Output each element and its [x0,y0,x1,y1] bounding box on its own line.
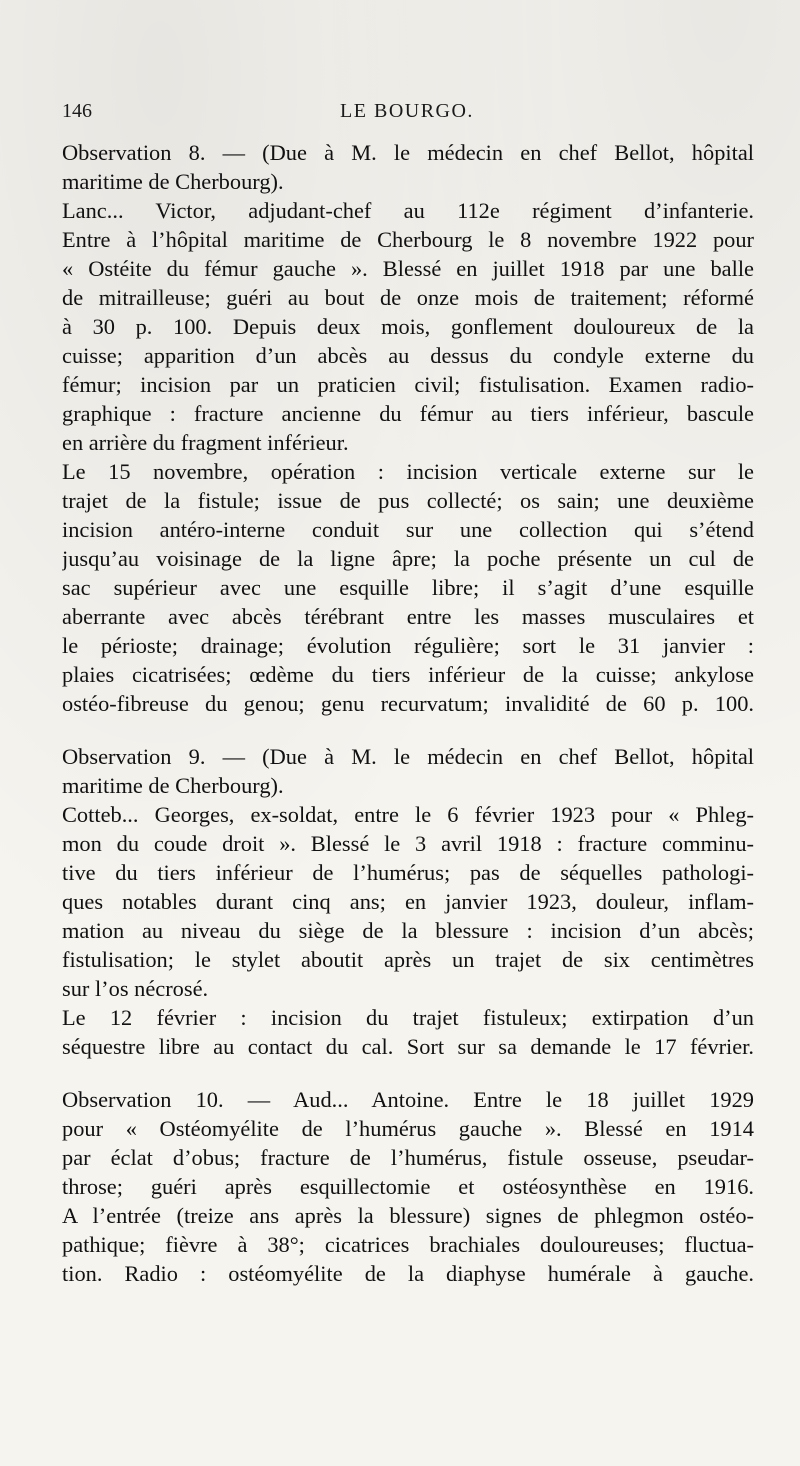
text-line: Cotteb... Georges, ex-soldat, entre le 6 février 1923 pour « Phleg- [62,802,754,827]
text-line: graphique : fracture ancienne du fémur au tiers inférieur, bascule [62,401,754,426]
text-line: séquestre libre au contact du cal. Sort sur sa demande le 17 février. [62,1034,754,1059]
text-line: de mitrailleuse; guéri au bout de onze mois de traitement; réformé [62,285,754,310]
text-line: aberrante avec abcès térébrant entre les masses musculaires et [62,604,754,629]
text-line: mon du coude droit ». Blessé le 3 avril 1918 : fracture comminu- [62,831,754,856]
text-line: maritime de Cherbourg). [62,773,284,798]
page-header [62,100,752,130]
text-line: en arrière du fragment inférieur. [62,430,349,455]
text-line: Le 15 novembre, opération : incision verticale externe sur le [62,459,754,484]
text-line: le périoste; drainage; évolution régulière; sort le 31 janvier : [62,633,754,658]
text-line: fistulisation; le stylet aboutit après un trajet de six centimètres [62,947,754,972]
page-number: 146 [62,100,92,122]
text-line: cuisse; apparition d’un abcès au dessus du condyle externe du [62,343,754,368]
text-line: Observation 9. — (Due à M. le médecin en chef Bellot, hôpital [62,744,754,769]
text-line: jusqu’au voisinage de la ligne âpre; la poche présente un cul de [62,546,754,571]
body-text [62,138,754,1288]
text-line: à 30 p. 100. Depuis deux mois, gonflement douloureux de la [62,314,754,339]
text-line: « Ostéite du fémur gauche ». Blessé en juillet 1918 par une balle [62,256,754,281]
text-line: maritime de Cherbourg). [62,169,284,194]
text-line: A l’entrée (treize ans après la blessure) signes de phlegmon ostéo- [62,1203,754,1228]
text-line: pour « Ostéomyélite de l’humérus gauche ». Blessé en 1914 [62,1116,754,1141]
text-line: tive du tiers inférieur de l’humérus; pas de séquelles pathologi- [62,860,754,885]
text-line: tion. Radio : ostéomyélite de la diaphyse humérale à gauche. [62,1261,754,1286]
paragraph-gap [62,1061,754,1085]
paragraph-gap [62,718,754,742]
text-line: Lanc... Victor, adjudant-chef au 112e régiment d’infanterie. [62,198,754,223]
text-line: ostéo-fibreuse du genou; genu recurvatum; invalidité de 60 p. 100. [62,691,754,716]
text-line: plaies cicatrisées; œdème du tiers inférieur de la cuisse; ankylose [62,662,754,687]
text-line: par éclat d’obus; fracture de l’humérus, fistule osseuse, pseudar- [62,1145,754,1170]
running-title: LE BOURGO. [340,100,474,122]
text-line: sac supérieur avec une esquille libre; il s’agit d’une esquille [62,575,754,600]
text-line: Entre à l’hôpital maritime de Cherbourg le 8 novembre 1922 pour [62,227,754,252]
text-line: ques notables durant cinq ans; en janvier 1923, douleur, inflam- [62,889,754,914]
text-line: pathique; fièvre à 38°; cicatrices brachiales douloureuses; fluctua- [62,1232,754,1257]
text-line: throse; guéri après esquillectomie et ostéosynthèse en 1916. [62,1174,754,1199]
text-line: Le 12 février : incision du trajet fistuleux; extirpation d’un [62,1005,754,1030]
text-line: mation au niveau du siège de la blessure : incision d’un abcès; [62,918,754,943]
text-line: fémur; incision par un praticien civil; fistulisation. Examen radio- [62,372,754,397]
text-line: Observation 10. — Aud... Antoine. Entre le 18 juillet 1929 [62,1087,754,1112]
text-line: incision antéro-interne conduit sur une collection qui s’étend [62,517,754,542]
text-line: Observation 8. — (Due à M. le médecin en chef Bellot, hôpital [62,140,754,165]
text-line: trajet de la fistule; issue de pus collecté; os sain; une deuxième [62,488,754,513]
text-line: sur l’os nécrosé. [62,976,209,1001]
